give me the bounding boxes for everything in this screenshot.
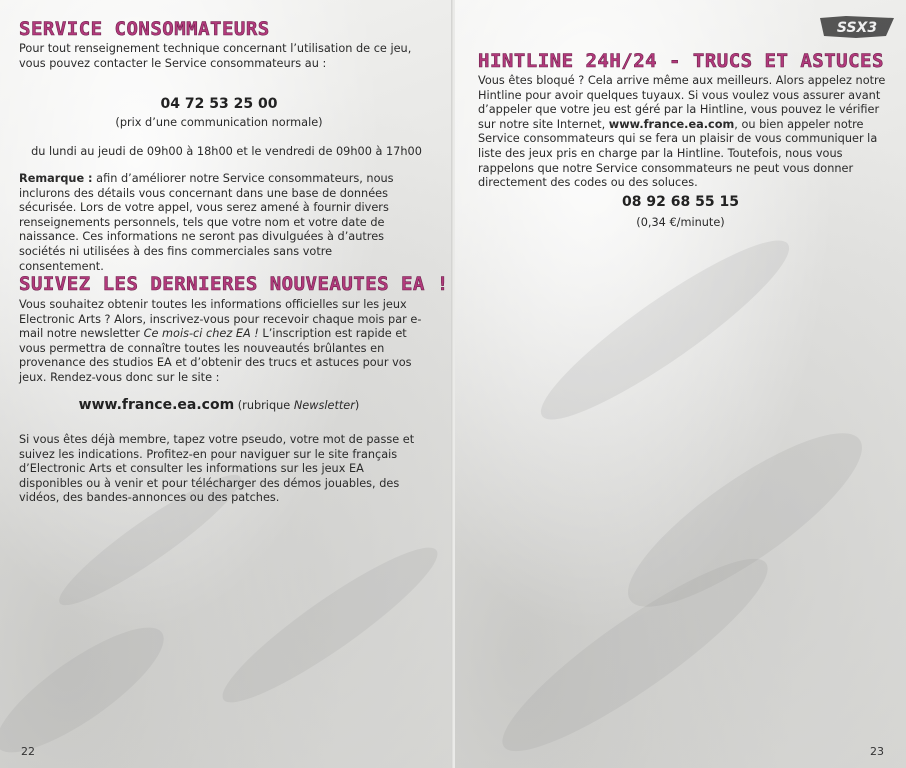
service-hours: du lundi au jeudi de 09h00 à 18h00 et le vendredi de 09h00 à 17h00 <box>31 145 422 158</box>
service-phone-note: (prix d’une communication normale) <box>115 116 323 129</box>
newsletter-paragraph <box>19 298 429 386</box>
site-link[interactable]: www.france.ea.com <box>78 397 235 413</box>
page-number-left: 22 <box>21 745 35 758</box>
remark-paragraph <box>19 172 419 274</box>
member-paragraph: Si vous êtes déjà membre, tapez votre pseudo, votre mot de passe et suivez les indications. Profitez-en pour naviguer sur le site français d’Electronic Arts et consulter les informations sur les jeux EA disponibles ou à venir et pour télécharger des démos jouables, des vidéos, des bandes-annonces ou des patches. <box>19 433 415 505</box>
url-note: (rubrique <box>234 399 294 412</box>
snow-texture <box>525 219 805 440</box>
url-note-italic: Newsletter <box>293 399 355 412</box>
remark-label: Remarque : <box>19 172 93 185</box>
newsletter-text: Vous souhaitez obtenir toutes les informations officielles sur les jeux Electronic Arts ? Alors, inscrivez-vous pour recevoir chaque mois par e-mail notre newsletter <box>19 298 422 341</box>
remark-text: afin d’améliorer notre Service consommateurs, nous inclurons des détails vous concernant dans une base de données sécurisée. Lors de votre appel, vous serez amené à fournir divers renseignements personnels, tels que votre nom et votre date de naissance. Ces informations ne seront pas divulguées à d’autres sociétés ni utilisées à des fins commerciales sans votre consentement. <box>19 172 394 273</box>
section-title-newsletter: SUIVEZ LES DERNIERES NOUVEAUTES EA ! <box>19 273 449 295</box>
hintline-phone-note: (0,34 €/minute) <box>636 216 725 229</box>
svg-text:SSX3: SSX3 <box>836 20 878 36</box>
hintline-phone: 08 92 68 55 15 <box>622 194 739 210</box>
newsletter-url-line <box>19 398 419 414</box>
section-title-service: SERVICE CONSOMMATEURS <box>19 18 270 40</box>
snow-texture <box>209 530 451 720</box>
section-title-hintline: HINTLINE 24H/24 - TRUCS ET ASTUCES <box>478 50 884 72</box>
service-intro: Pour tout renseignement technique concernant l’utilisation de ce jeu, vous pouvez contacter le Service consommateurs au : <box>19 42 412 70</box>
hintline-paragraph <box>478 74 888 191</box>
newsletter-text-cont: L’inscription est rapide et vous permettra de connaître toutes les nouveautés brûlantes en provenance des studios EA et d’obtenir des trucs et astuces pour vos jeux. Rendez-vous donc sur le site : <box>19 327 412 384</box>
hintline-text-cont: , ou bien appeler notre Service consommateurs qui se fera un plaisir de vous communiquer la liste des jeux pris en charge par la Hintline. Toutefois, nous vous rappelons que notre Service consommateurs ne peut vous donner directement des codes ou des soluces. <box>478 117 878 190</box>
ssx3-logo-icon <box>816 14 898 40</box>
hintline-site-link[interactable]: www.france.ea.com <box>608 117 735 131</box>
page-number-right: 23 <box>870 745 884 758</box>
newsletter-name: Ce mois-ci chez EA ! <box>143 327 259 341</box>
hintline-text: Vous êtes bloqué ? Cela arrive même aux meilleurs. Alors appelez notre Hintline pour avoir quelques tuyaux. Si vous voulez vous assurer avant d’appeler que votre jeu est géré par la Hintline, vous pouvez le vérifier sur notre site Internet, <box>478 74 886 131</box>
right-page <box>455 0 906 768</box>
url-note-end: ) <box>354 399 360 412</box>
snow-texture <box>0 608 179 768</box>
service-phone: 04 72 53 25 00 <box>160 96 278 112</box>
